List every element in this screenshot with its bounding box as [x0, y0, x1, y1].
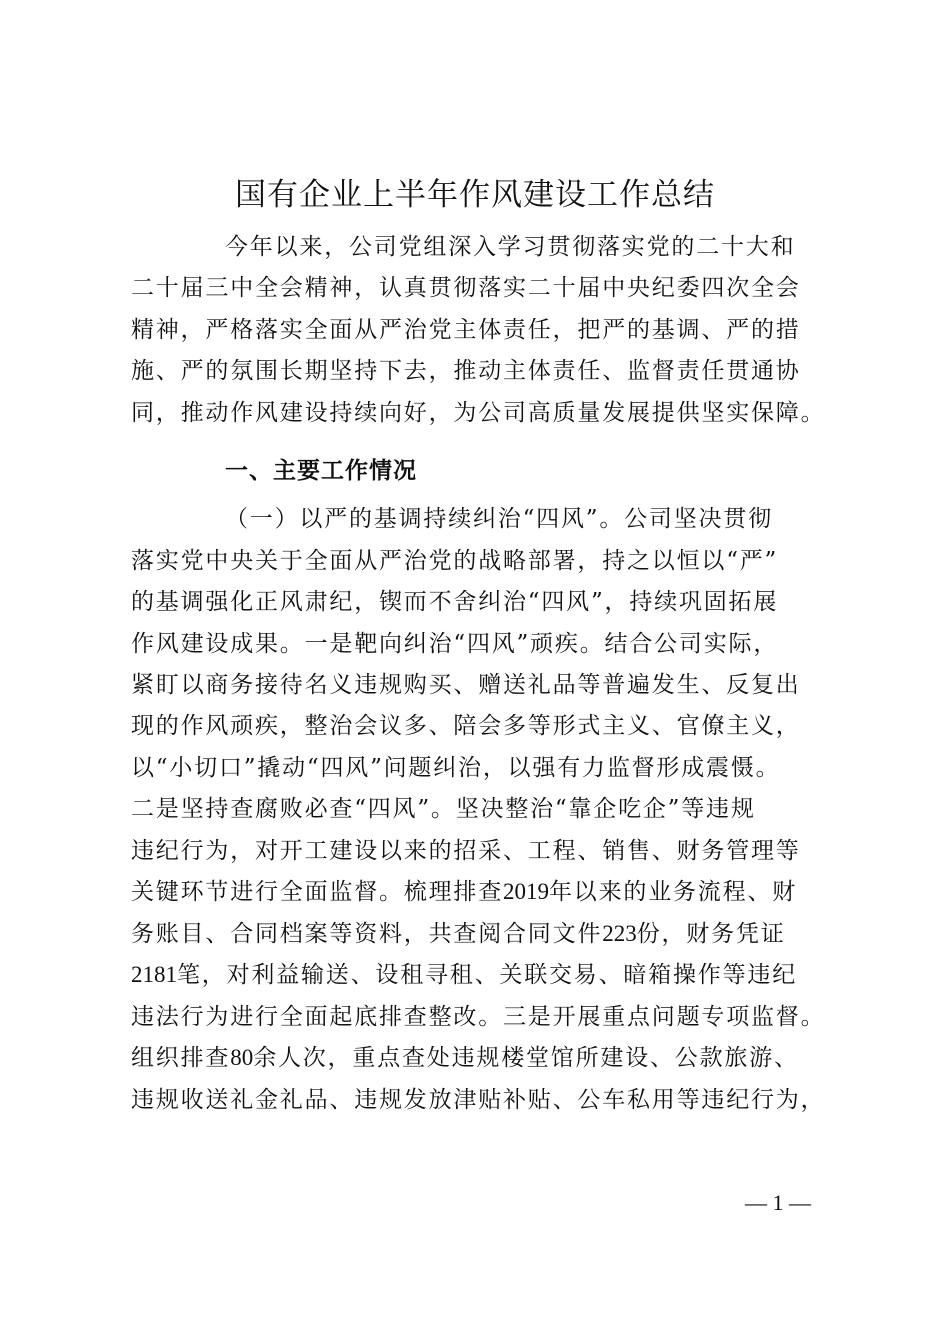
- number-person-times: 80: [230, 1045, 254, 1070]
- body-line: 以“小切口”撬动“四风”问题纠治，以强有力监督形成震慑。: [131, 755, 781, 781]
- body-line: 落实党中央关于全面从严治党的战略部署，持之以恒以“严”: [131, 548, 779, 574]
- body-line: 的基调强化正风肃纪，锲而不舍纠治“四风”，持续巩固拓展: [131, 589, 779, 615]
- body-line: 作风建设成果。一是靶向纠治“四风”顽疾。结合公司实际，: [131, 631, 779, 657]
- intro-line: 同，推动作风建设持续向好，为公司高质量发展提供坚实保障。: [131, 400, 826, 426]
- text-segment: 关键环节进行全面监督。梳理排查: [131, 879, 503, 905]
- body-line: [131, 955, 797, 995]
- subheading-rest: 公司坚决贯彻: [624, 506, 773, 532]
- subheading-paragraph-start: [225, 499, 773, 539]
- number-year: 2019: [503, 879, 549, 904]
- body-line: 现的作风顽疾，整治会议多、陪会多等形式主义、官僚主义，: [131, 713, 801, 739]
- document-title: 国有企业上半年作风建设工作总结: [235, 177, 715, 213]
- body-line: 违规收送礼金礼品、违规发放津贴补贴、公车私用等违纪行为，: [131, 1087, 826, 1113]
- body-line: 紧盯以商务接待名义违规购买、赠送礼品等普遍发生、反复出: [131, 672, 801, 698]
- text-segment: 笔，对利益输送、设租寻租、关联交易、暗箱操作等违纪: [177, 962, 797, 988]
- page-number: — 1 —: [745, 1190, 811, 1215]
- intro-line: 精神，严格落实全面从严治党主体责任，把严的基调、严的措: [131, 317, 801, 343]
- intro-line: 今年以来，公司党组深入学习贯彻落实党的二十大和: [225, 234, 796, 260]
- body-line: [131, 914, 786, 954]
- number-vouchers: 2181: [131, 962, 177, 987]
- text-segment: 年以来的业务流程、财: [549, 879, 797, 905]
- subheading-lead: （一）以严的基调持续纠治“四风”。: [225, 506, 625, 532]
- text-segment: 务账目、合同档案等资料，共查阅合同文件: [131, 921, 603, 947]
- text-segment: 份，财务凭证: [636, 921, 786, 947]
- text-segment: 组织排查: [131, 1045, 231, 1071]
- intro-line: 二十届三中全会精神，认真贯彻落实二十届中央纪委四次全会: [131, 275, 801, 301]
- section-heading: 一、主要工作情况: [225, 458, 417, 484]
- number-contracts: 223: [602, 921, 637, 946]
- text-segment: 余人次，重点查处违规楼堂馆所建设、公款旅游、: [253, 1045, 799, 1071]
- body-line: [131, 872, 797, 912]
- body-line: 二是坚持查腐败必查“四风”。坚决整治“靠企吃企”等违规: [131, 796, 756, 822]
- body-line: 违纪行为，对开工建设以来的招采、工程、销售、财务管理等: [131, 838, 801, 864]
- body-line: 违法行为进行全面起底排查整改。三是开展重点问题专项监督。: [131, 1004, 826, 1030]
- intro-line: 施、严的氛围长期坚持下去，推动主体责任、监督责任贯通协: [131, 358, 801, 384]
- body-line: [131, 1038, 799, 1078]
